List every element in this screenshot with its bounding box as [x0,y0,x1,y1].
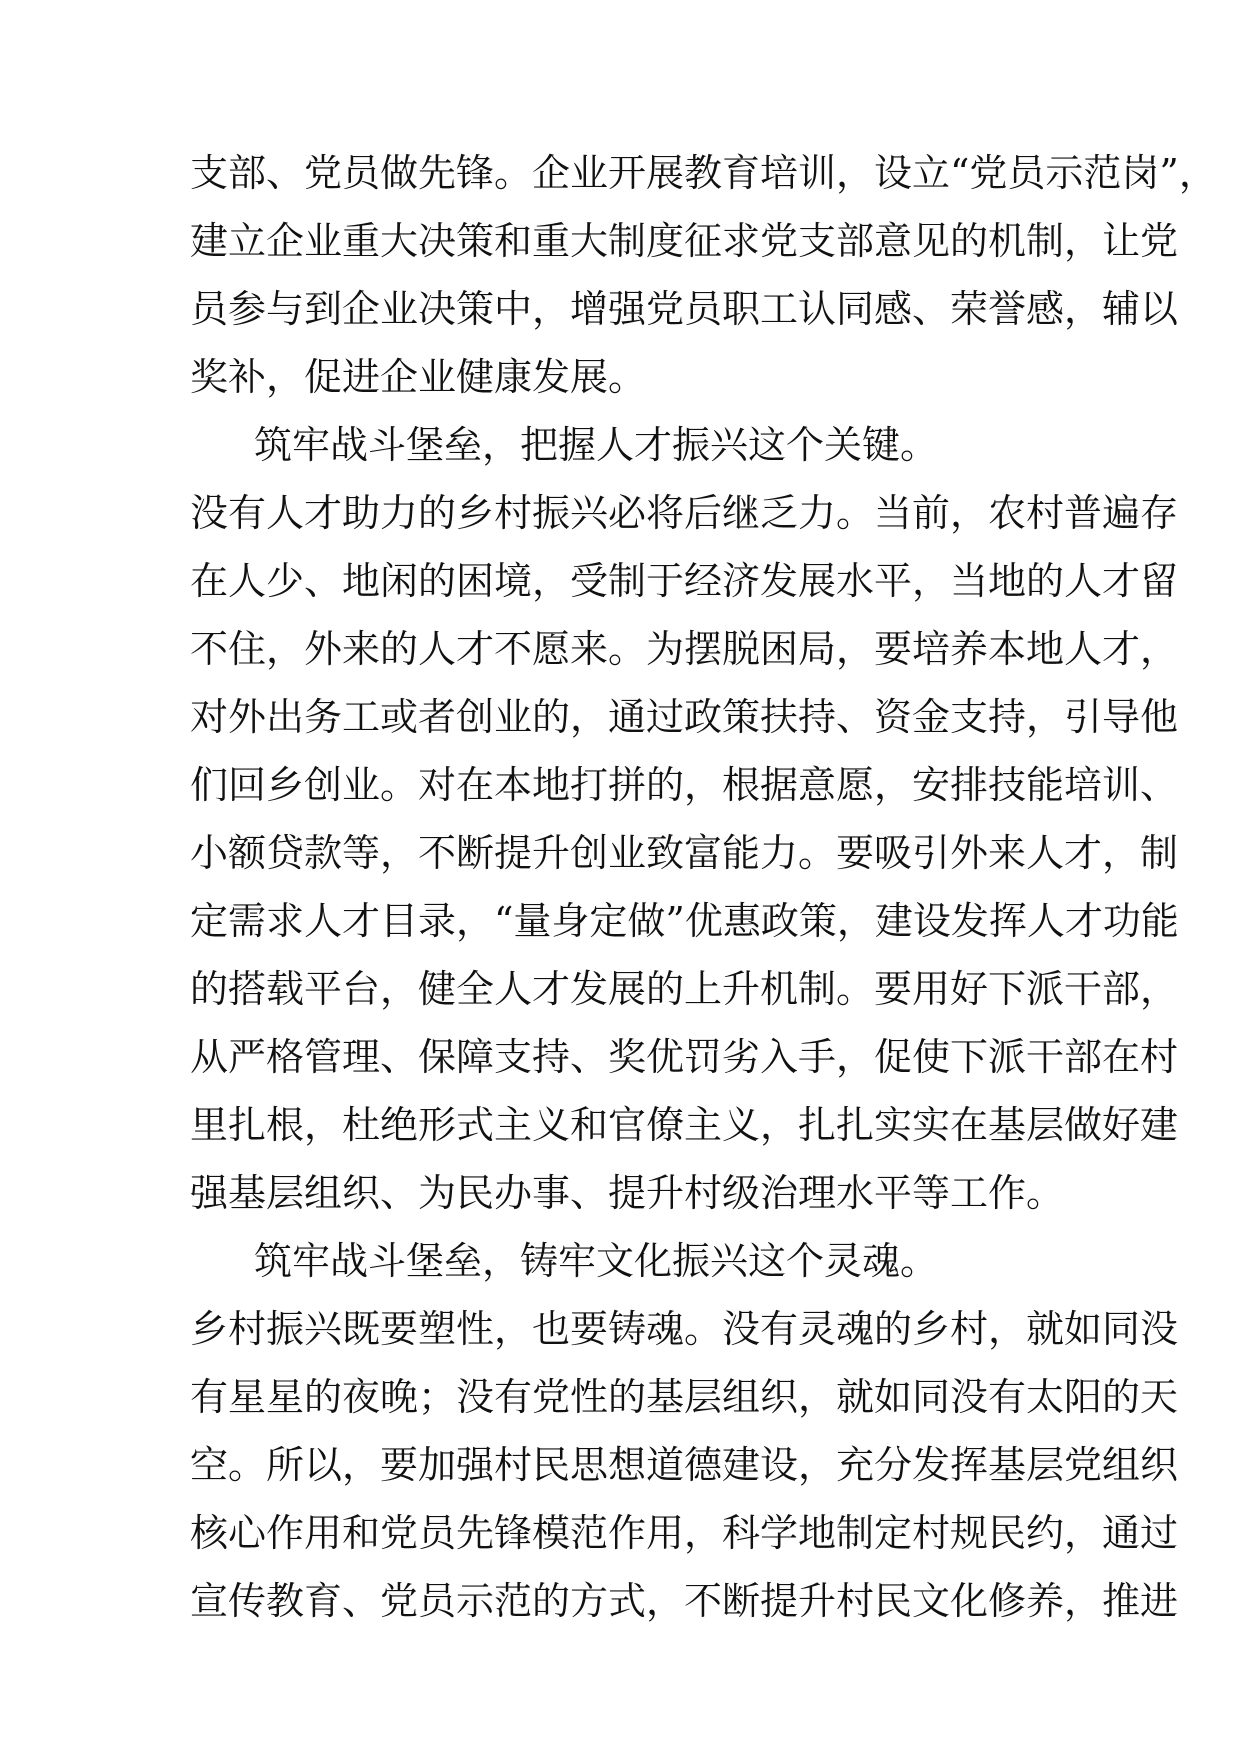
text-line: 建立企业重大决策和重大制度征求党支部意见的机制，让党 [190,219,1179,263]
section-heading: 筑牢战斗堡垒，铸牢文化振兴这个灵魂。 [254,1239,939,1283]
text-line: 空。所以，要加强村民思想道德建设，充分发挥基层党组织 [190,1443,1179,1487]
text-line: 小额贷款等，不断提升创业致富能力。要吸引外来人才，制 [190,831,1179,875]
text-line: 没有人才助力的乡村振兴必将后继乏力。当前，农村普遍存 [190,491,1179,535]
text-line: 员参与到企业决策中，增强党员职工认同感、荣誉感，辅以 [190,287,1179,331]
text-line: 定需求人才目录，“量身定做”优惠政策，建设发挥人才功能 [190,899,1179,943]
text-line: 乡村振兴既要塑性，也要铸魂。没有灵魂的乡村，就如同没 [190,1307,1179,1351]
text-line: 有星星的夜晚；没有党性的基层组织，就如同没有太阳的天 [190,1375,1179,1419]
text-line: 对外出务工或者创业的，通过政策扶持、资金支持，引导他 [190,695,1179,739]
text-line: 不住，外来的人才不愿来。为摆脱困局，要培养本地人才， [190,627,1179,671]
text-line: 核心作用和党员先锋模范作用，科学地制定村规民约，通过 [190,1511,1179,1555]
text-line: 里扎根，杜绝形式主义和官僚主义，扎扎实实在基层做好建 [190,1103,1179,1147]
text-line: 支部、党员做先锋。企业开展教育培训，设立“党员示范岗”， [190,151,1217,195]
section-heading: 筑牢战斗堡垒，把握人才振兴这个关键。 [254,423,939,467]
text-line: 的搭载平台，健全人才发展的上升机制。要用好下派干部， [190,967,1179,1011]
text-line: 在人少、地闲的困境，受制于经济发展水平，当地的人才留 [190,559,1179,603]
text-line: 从严格管理、保障支持、奖优罚劣入手，促使下派干部在村 [190,1035,1179,1079]
text-line: 强基层组织、为民办事、提升村级治理水平等工作。 [190,1171,1065,1215]
text-line: 宣传教育、党员示范的方式，不断提升村民文化修养，推进 [190,1579,1179,1623]
text-line: 奖补，促进企业健康发展。 [190,355,647,399]
text-line: 们回乡创业。对在本地打拼的，根据意愿，安排技能培训、 [190,763,1179,807]
